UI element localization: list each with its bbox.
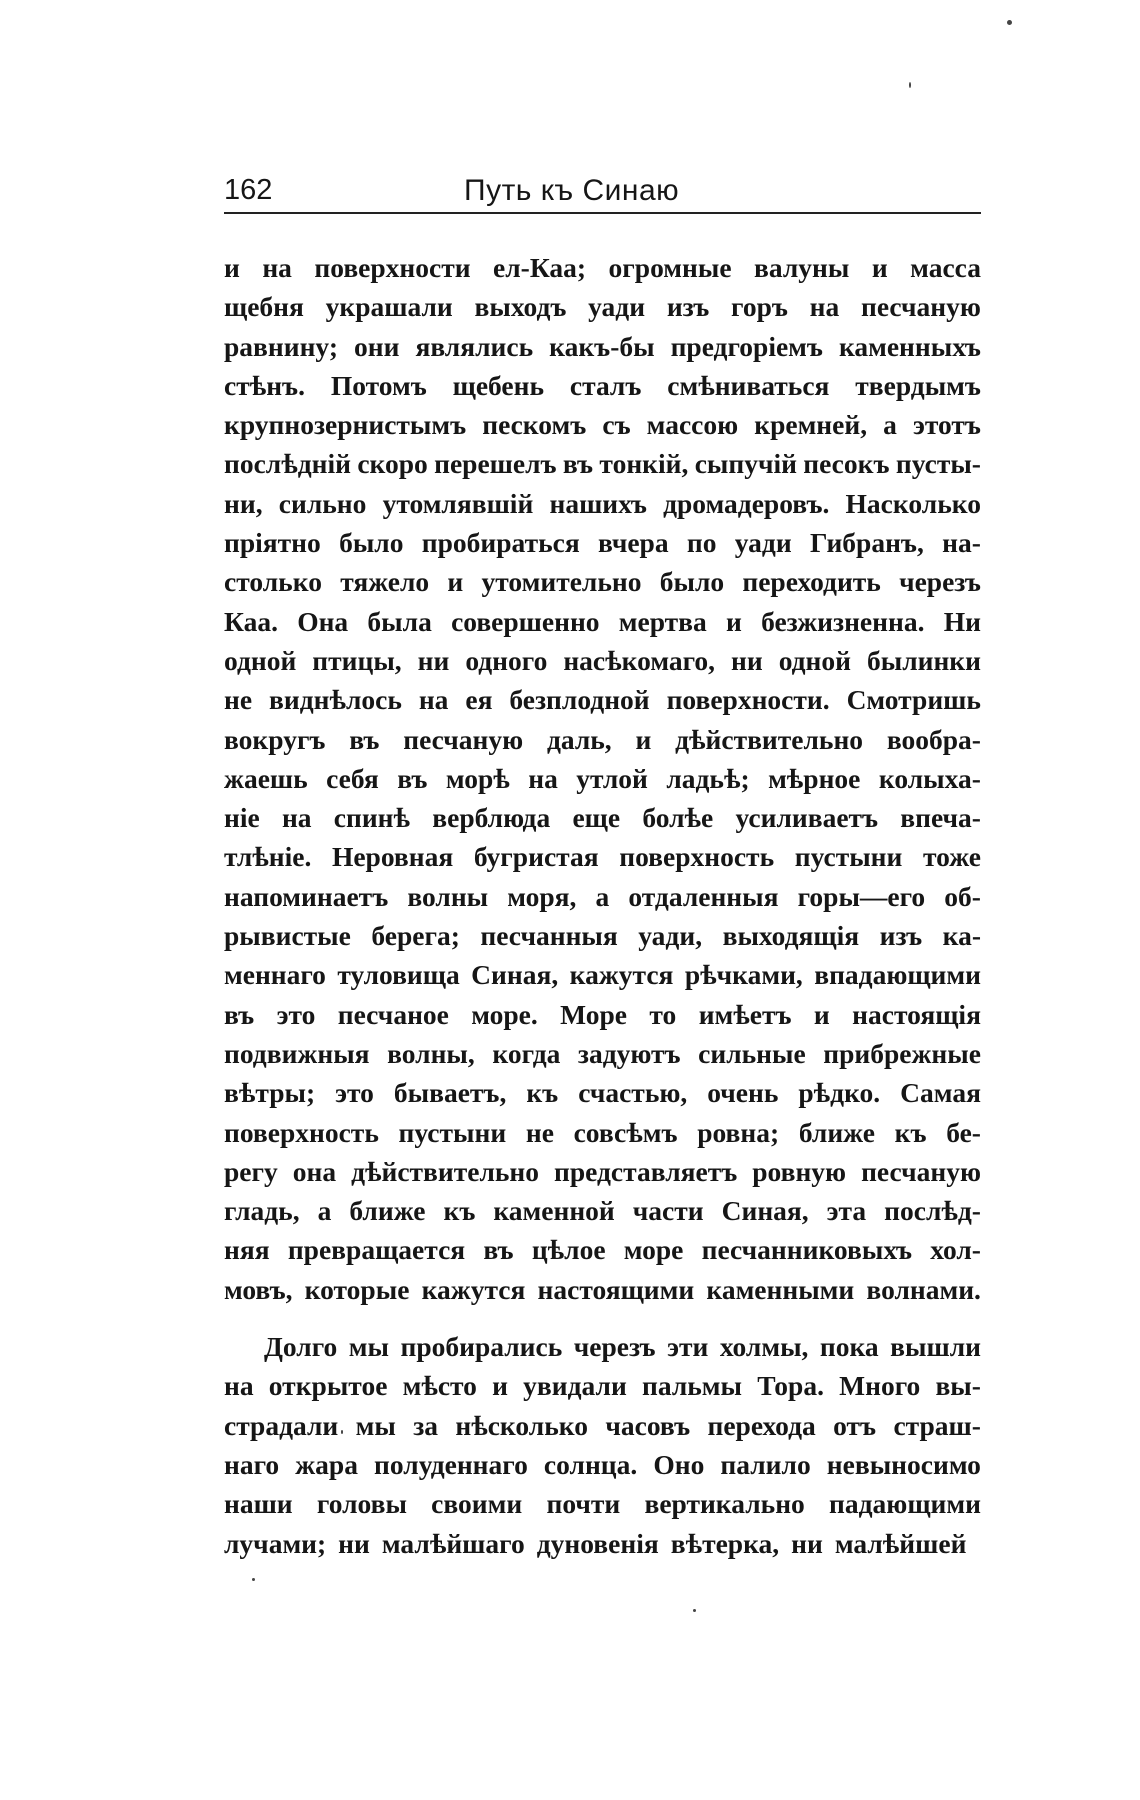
text-line: и на поверхности ел-Каа; огромные валуны и масса xyxy=(224,252,981,283)
text-line: наго жара полуденнаго солнца. Оно палило невыносимо xyxy=(224,1448,981,1480)
paragraph xyxy=(224,1327,981,1563)
text-line: страдали мы за нѣсколько часовъ перехода отъ страш- xyxy=(224,1409,981,1441)
text-line: наши головы своими почти вертикально падающими xyxy=(224,1488,981,1520)
text-line: крупнозернистымъ пескомъ съ массою кремней, а этотъ xyxy=(224,409,981,441)
text-line: равнину; они являлись какъ-бы предгоріемъ каменныхъ xyxy=(224,330,981,362)
body-text xyxy=(224,248,981,1563)
text-line: тлѣніе. Неровная бугристая поверхность пустыни тоже xyxy=(224,841,981,873)
text-line: одной птицы, ни одного насѣкомаго, ни одной былинки xyxy=(224,644,981,676)
text-line: въ это песчаное море. Море то имѣетъ и настоящія xyxy=(224,998,981,1030)
text-line: лучами; ни малѣйшаго дуновенія вѣтерка, ни малѣйшей xyxy=(224,1527,967,1559)
print-speck xyxy=(909,82,911,88)
text-line: ніе на спинѣ верблюда еще болѣе усиливаетъ впеча- xyxy=(224,802,981,834)
text-line: гладь, а ближе къ каменной части Синая, эта послѣд- xyxy=(224,1195,981,1227)
text-line: щебня украшали выходъ уади изъ горъ на песчаную xyxy=(224,291,981,323)
text-line: подвижныя волны, когда задуютъ сильные прибрежные xyxy=(224,1037,981,1069)
text-line: рывистые берега; песчанныя уади, выходящія изъ ка- xyxy=(224,920,981,952)
text-line: вокругъ въ песчаную даль, и дѣйствительно вообра- xyxy=(224,723,981,755)
print-speck xyxy=(341,1430,343,1434)
print-speck xyxy=(252,1578,255,1581)
page-number: 162 xyxy=(224,174,273,206)
text-line: поверхность пустыни не совсѣмъ ровна; ближе къ бе- xyxy=(224,1116,981,1148)
text-line: Долго мы пробирались черезъ эти холмы, пока вышли xyxy=(264,1331,981,1363)
text-line: жаешь себя въ морѣ на утлой ладьѣ; мѣрное колыха- xyxy=(224,762,981,794)
text-line: послѣдній скоро перешелъ въ тонкій, сыпучій песокъ пусты- xyxy=(224,448,981,480)
text-line: пріятно было пробираться вчера по уади Гибранъ, на- xyxy=(224,527,981,559)
text-line: Каа. Она была совершенно мертва и безжизненна. Ни xyxy=(224,605,981,637)
text-line: не виднѣлось на ея безплодной поверхности. Смотришь xyxy=(224,684,981,716)
running-title: Путь къ Синаю xyxy=(464,174,680,207)
text-line: регу она дѣйствительно представляетъ ровную песчаную xyxy=(224,1155,981,1187)
paragraph-gap xyxy=(224,1309,981,1327)
print-speck xyxy=(1007,20,1012,25)
text-line: столько тяжело и утомительно было переходить черезъ xyxy=(224,566,981,598)
text-line: вѣтры; это бываетъ, къ счастью, очень рѣдко. Самая xyxy=(224,1077,981,1109)
text-line: ни, сильно утомлявшій нашихъ дромадеровъ. Насколько xyxy=(224,487,981,519)
text-line: няя превращается въ цѣлое море песчанниковыхъ хол- xyxy=(224,1234,981,1266)
text-line: мовъ, которые кажутся настоящими каменными волнами. xyxy=(224,1273,981,1305)
print-speck xyxy=(693,1609,696,1612)
page-header xyxy=(224,172,981,214)
text-line: меннаго туловища Синая, кажутся рѣчками, впадающими xyxy=(224,959,981,991)
paragraph xyxy=(224,248,981,1309)
text-line: на открытое мѣсто и увидали пальмы Тора. Много вы- xyxy=(224,1370,981,1402)
text-line: напоминаетъ волны моря, а отдаленныя горы—его об- xyxy=(224,880,981,912)
text-line: стѣнъ. Потомъ щебень сталъ смѣниваться твердымъ xyxy=(224,369,981,401)
